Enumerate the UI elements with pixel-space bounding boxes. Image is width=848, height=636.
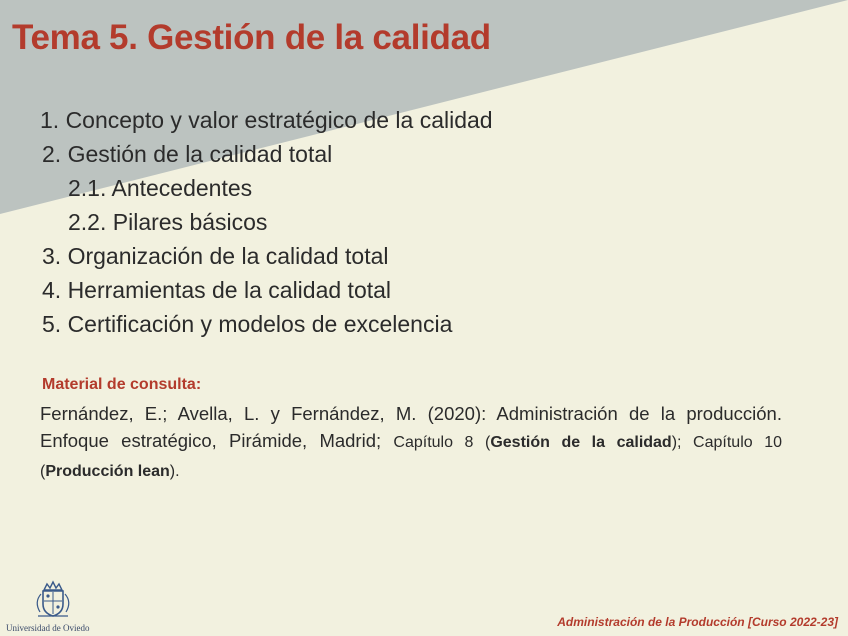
university-crest-icon xyxy=(30,580,76,622)
reference-chapter-10-title: Producción lean xyxy=(45,463,170,480)
outline-item: 2. Gestión de la calidad total xyxy=(42,141,333,167)
reference-heading: Material de consulta: xyxy=(42,376,202,393)
outline-item: 1. Concepto y valor estratégico de la calidad xyxy=(40,107,493,133)
outline-item: 5. Certificación y modelos de excelencia xyxy=(42,311,453,337)
course-footer: Administración de la Producción [Curso 2022-23] xyxy=(557,615,838,629)
university-name: Universidad de Oviedo xyxy=(6,623,90,633)
reference-chapter-8-title: Gestión de la calidad xyxy=(490,434,672,451)
outline-item: 3. Organización de la calidad total xyxy=(42,243,389,269)
reference-text xyxy=(40,400,782,485)
outline-subitem: 2.1. Antecedentes xyxy=(68,175,253,201)
reference-chapter-10-label: ); Capítulo 10 ( xyxy=(40,434,782,480)
topic-outline xyxy=(40,103,493,341)
university-logo xyxy=(6,580,100,634)
reference-citation: Fernández, E.; Avella, L. y Fernández, M. (2020): Administración de la producción. Enfoque estratégico, Pirámide, Madrid; xyxy=(40,403,782,451)
outline-subitem: 2.2. Pilares básicos xyxy=(68,209,268,235)
slide-title: Tema 5. Gestión de la calidad xyxy=(12,18,491,57)
reference-chapter-8-label: Capítulo 8 ( xyxy=(393,434,491,451)
outline-item: 4. Herramientas de la calidad total xyxy=(42,277,392,303)
reference-end: ). xyxy=(169,463,180,480)
